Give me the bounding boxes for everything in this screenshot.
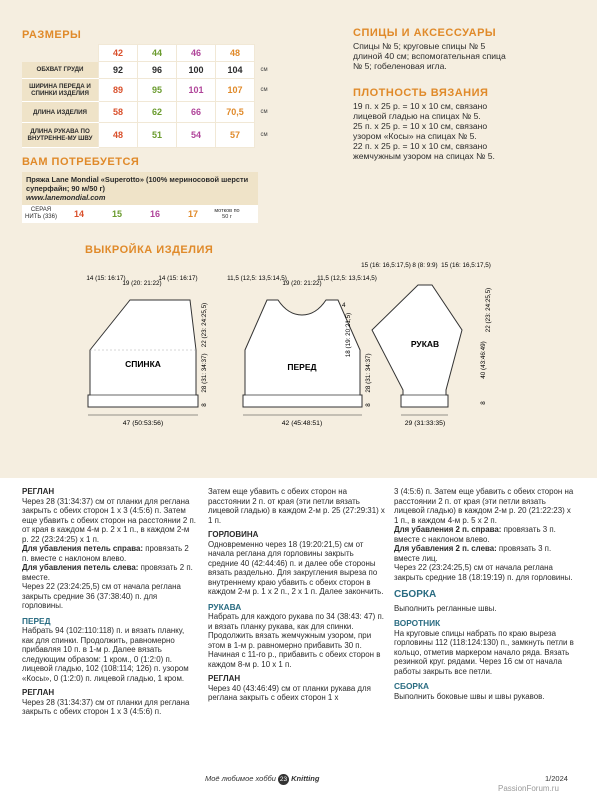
paragraph: 3 (4:5:6) п. Затем еще убавить с обеих сторон на расстоянии 2 п. от края (эти петли вязать лицевой гладью) в каждом 2-м р. 20 (21:22:23) х 1 п., в каждом 4-м р. 5 х 2 п.: [394, 487, 574, 525]
skein-46: 16: [149, 209, 160, 219]
chest-46: 100: [177, 62, 216, 79]
section-heading: РЕГЛАН: [208, 674, 241, 683]
length-44: 62: [138, 102, 177, 123]
front-width: 42 (45:48:51): [281, 420, 323, 427]
magazine-name: Моё любимое хобби: [205, 774, 276, 783]
page-number: 23: [279, 776, 288, 783]
length-unit: см: [260, 109, 268, 115]
density-line: жемчужным узором на спицах № 5.: [353, 151, 495, 161]
pattern-heading: ВЫКРОЙКА ИЗДЕЛИЯ: [85, 244, 214, 256]
density-line: 25 п. х 25 р. = 10 х 10 см, связано: [353, 121, 488, 131]
back-width: 47 (50:53:56): [122, 420, 164, 427]
sleeve-rib: 8: [480, 401, 487, 405]
width-unit: см: [260, 87, 268, 93]
sleeve-46: 54: [177, 123, 216, 148]
yarn-site: www.lanemondial.com: [26, 193, 106, 202]
needles-line: длиной 40 см; вспомогательная спица: [353, 51, 506, 61]
sleeve-raglan: 22 (23: 24:25,5): [485, 287, 492, 333]
width-42: 89: [99, 79, 138, 102]
footer-magazine: [205, 774, 319, 785]
sleeve-44: 51: [138, 123, 177, 148]
chest-44: 96: [138, 62, 177, 79]
width-44: 95: [138, 79, 177, 102]
paragraph: Через 40 (43:46:49) см от планки рукава для реглана закрыть с обеих сторон 1 х: [208, 683, 371, 702]
front-top-right: 11,5 (12,5: 13,5:14,5): [317, 275, 377, 282]
skein-44: 15: [111, 209, 122, 219]
instructions-col-1: [22, 487, 197, 717]
skein-42: 14: [73, 209, 84, 219]
paragraph: Через 22 (23:24:25,5) см от начала реглана закрыть средние 36 (37:38:40) п. для горловины.: [22, 582, 181, 610]
back-side: 28 (31: 34:37): [201, 353, 208, 393]
paragraph: Затем еще убавить с обеих сторон на расстоянии 2 п. от края (эти петли вязать лицевой гладью) в каждом 2-м р. 25 (27:29:31) х 1 п.: [208, 487, 385, 525]
chest-48: 104: [216, 62, 255, 79]
front-side: 28 (31: 34:37): [365, 353, 372, 393]
size-46: 46: [177, 45, 216, 62]
yarn-title: [22, 172, 258, 205]
section-heading: РЕГЛАН: [22, 688, 55, 697]
size-44: 44: [138, 45, 177, 62]
section-heading: СБОРКА: [394, 589, 437, 600]
materials-heading: ВАМ ПОТРЕБУЕТСЯ: [22, 156, 140, 168]
sleeve-label: РУКАВ: [410, 339, 440, 349]
length-label: ДЛИНА ИЗДЕЛИЯ: [22, 102, 99, 123]
subheading: Для убавления петель справа:: [22, 544, 144, 553]
back-raglan: 22 (23: 24:25,5): [201, 302, 208, 348]
size-42: 42: [99, 45, 138, 62]
paragraph: Через 28 (31:34:37) см от планки для реглана закрыть с обеих сторон 1 х 3 (4:5:6) п. Затем еще убавить с обеих сторон на расстоянии 2 п. от края в каждом 4-м р. 2 х 1 п., в каждом 2-м р. 22 (23:24:25) х 1 п.: [22, 496, 196, 544]
magazine-brand: Knitting: [291, 774, 320, 783]
front-label: ПЕРЕД: [287, 362, 317, 372]
needles-heading: СПИЦЫ И АКСЕССУАРЫ: [353, 27, 497, 39]
sizes-heading: РАЗМЕРЫ: [22, 29, 82, 41]
density-line: узором «Косы» на спицах № 5.: [353, 131, 477, 141]
length-48: 70,5: [216, 102, 255, 123]
front-neck-depth: 4: [342, 302, 346, 309]
width-label: ШИРИНА ПЕРЕДА И СПИНКИ ИЗДЕЛИЯ: [22, 79, 99, 102]
paragraph: На круговые спицы набрать по краю выреза горловины 112 (118:124:130) п., замкнуть петли в кольцо, отметив маркером начало ряда. Вязать резинкой круг. рядами. Через 16 см от начала работы закрыть все петли.: [394, 628, 574, 676]
yarn-line: Пряжа Lane Mondial «Superotto» (100% мериносовой шерсти: [26, 175, 249, 184]
sleeve-top: 8 (8: 9:9): [412, 262, 438, 269]
sleeve-top-right: 15 (16: 16,5:17,5): [441, 262, 491, 269]
needles-line: № 5; гобеленовая игла.: [353, 61, 447, 71]
yarn-row: [22, 205, 258, 223]
density-text: [353, 101, 495, 161]
width-46: 101: [177, 79, 216, 102]
length-46: 66: [177, 102, 216, 123]
sleeve-top-left: 15 (16: 16,5:17,5): [361, 262, 411, 269]
chest-42: 92: [99, 62, 138, 79]
density-heading: ПЛОТНОСТЬ ВЯЗАНИЯ: [353, 87, 489, 99]
subheading: Для убавления 2 п. справа:: [394, 525, 502, 534]
paragraph: провязать 2 п. вместе с наклоном влево.: [22, 544, 189, 563]
section-heading: ВОРОТНИК: [394, 618, 441, 628]
paragraph: провязать 2 п. вместе.: [22, 563, 193, 582]
pattern-diagram: [0, 255, 597, 477]
skein-48: 17: [187, 209, 198, 219]
front-rib: 8: [365, 403, 372, 407]
paragraph: Одновременно через 18 (19:20:21,5) см от начала реглана для горловины закрыть средние 40 (42:44:46) п. и далее обе стороны вязать раздельно. Для закругления выреза по внутреннему краю убавить с обеих сторон в каждом 2-м р. 1 х 2 п., 2 х 1 п. Далее закончить.: [208, 539, 384, 596]
front-top-left: 11,5 (12,5: 13,5:14,5): [227, 275, 287, 282]
sleeve-unit: см: [260, 132, 268, 138]
back-neck: 19 (20: 21:22): [122, 280, 162, 287]
instructions-col-2: [208, 487, 386, 703]
sleeve-width: 29 (31:33:35): [404, 420, 446, 427]
yarn-line: суперфайн; 90 м/50 г): [26, 184, 106, 193]
paragraph: Выполнить регланные швы.: [394, 603, 497, 613]
paragraph: Набрать для каждого рукава по 34 (38:43: 47) п. и вязать планку рукава, как для спинки. Продолжить вязать жемчужным узором, при этом в 1-м р. равномерно прибавить 30 п. Начиная с 11-го р., прибавить с обеих сторон в каждом 8-м р. 10 х 1 п.: [208, 612, 384, 669]
paragraph: Набрать 94 (102:110:118) п. и вязать планку, как для спинки. Продолжить, равномерно прибавляя 10 п. в 1-м р. Далее вязать следующим образом: 1 кром., 0 (1:2:0) п. лицевой гладью, 102 (108:114; 126) п. узором «Косы», 0 (1:2:0) п. лицевой гладью, 1 кром.: [22, 626, 189, 683]
density-line: лицевой гладью на спицах № 5.: [353, 111, 481, 121]
paragraph: Выполнить боковые швы и швы рукавов.: [394, 691, 545, 701]
subheading: Для убавления петель слева:: [22, 563, 139, 572]
subheading: Для убавления 2 п. слева:: [394, 544, 497, 553]
needles-text: [353, 41, 506, 71]
section-heading: РУКАВА: [208, 601, 242, 612]
sleeve-42: 48: [99, 123, 138, 148]
sizes-table: [22, 44, 273, 148]
back-label: СПИНКА: [125, 359, 161, 369]
density-line: 22 п. х 25 р. = 10 х 10 см, связано: [353, 141, 488, 151]
back-piece: [88, 300, 198, 407]
chest-unit: см: [260, 67, 268, 73]
chest-label: ОБХВАТ ГРУДИ: [22, 62, 99, 79]
sleeve-length-label: ДЛИНА РУКАВА ПО ВНУТРЕННЕ-МУ ШВУ: [22, 123, 99, 148]
density-line: 19 п. х 25 р. = 10 х 10 см, связано: [353, 101, 488, 111]
sleeve-side: 40 (43:46:49): [480, 341, 487, 379]
size-48: 48: [216, 45, 255, 62]
front-raglan: 18 (19: 20:21,5): [345, 312, 352, 358]
paragraph: Через 22 (23:24:25,5) см от начала реглана закрыть средние 18 (18:19:19) п. для горловины.: [394, 563, 573, 582]
back-top-left: 14 (15: 16:17): [86, 275, 126, 282]
skein-unit: мотков по 50 г: [214, 207, 240, 220]
instructions-col-3: [394, 487, 574, 701]
length-42: 58: [99, 102, 138, 123]
back-top-right: 14 (15: 16:17): [158, 275, 198, 282]
sleeve-48: 57: [216, 123, 255, 148]
yarn-color-label: СЕРАЯ НИТЬ (336): [25, 207, 57, 220]
paragraph: провязать 3 п. вместе с наклоном влево.: [394, 525, 556, 544]
needles-line: Спицы № 5; круговые спицы № 5: [353, 41, 486, 51]
paragraph: провязать 3 п. вместе лиц.: [394, 544, 552, 563]
section-heading: ГОРЛОВИНА: [208, 530, 259, 539]
watermark: PassionForum.ru: [498, 784, 559, 793]
front-neck: 19 (20: 21:22): [282, 280, 322, 287]
back-rib: 8: [201, 403, 208, 407]
yarn-box: [22, 172, 258, 223]
section-heading: СБОРКА: [394, 681, 429, 691]
footer-issue: 1/2024: [545, 774, 568, 783]
paragraph: Через 28 (31:34:37) см от планки для реглана закрыть с обеих сторон 1 х 3 (4:5:6) п.: [22, 697, 190, 716]
width-48: 107: [216, 79, 255, 102]
section-heading: РЕГЛАН: [22, 487, 55, 496]
section-heading: ПЕРЕД: [22, 615, 51, 626]
